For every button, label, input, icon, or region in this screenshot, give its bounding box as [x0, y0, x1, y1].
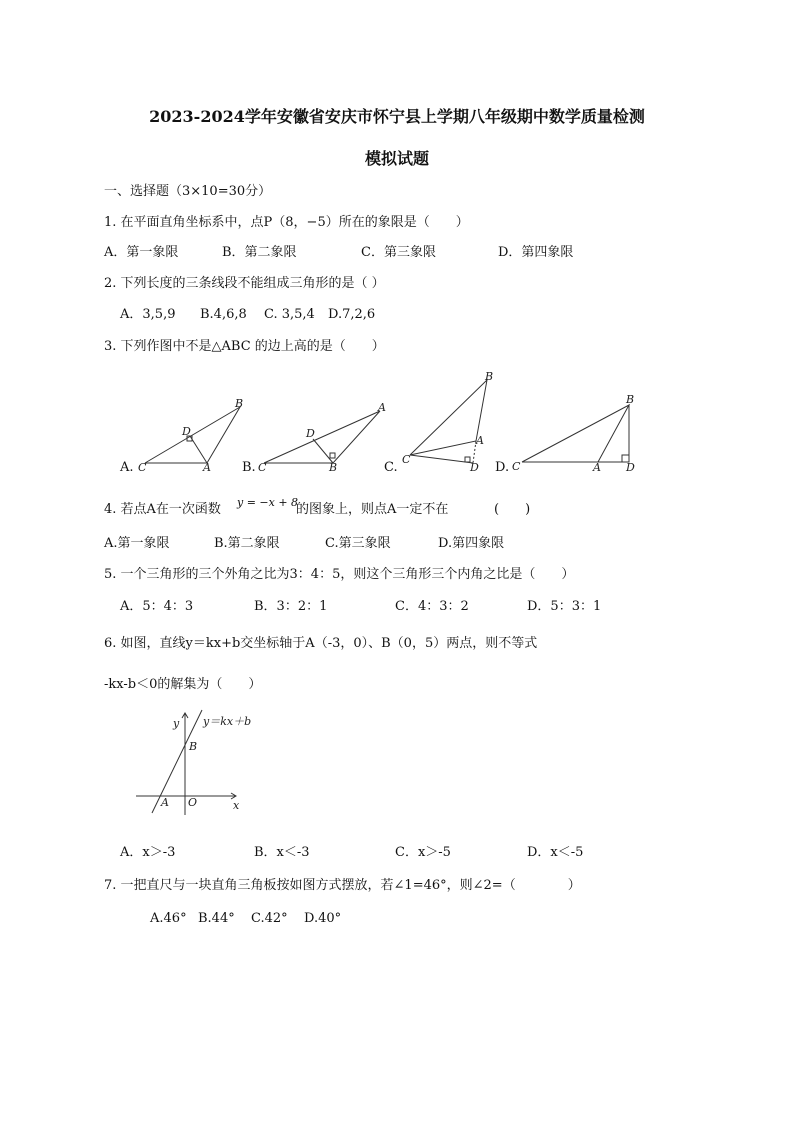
question-5-stem: 5. 一个三角形的三个外角之比为3：4：5，则这个三角形三个内角之比是（ ）	[104, 567, 575, 582]
q1-option-b: B．第二象限	[222, 245, 297, 260]
q6-option-c: C．x＞-5	[395, 845, 451, 860]
fig-c-label-d: D	[470, 461, 479, 474]
question-7-stem: 7. 一把直尺与一块直角三角板按如图方式摆放，若∠1=46°，则∠2=（ ）	[104, 878, 581, 893]
q5-option-a: A．5：4：3	[120, 599, 194, 614]
q2-option-a: A．3,5,9	[120, 307, 176, 322]
page-title: 2023-2024学年安徽省安庆市怀宁县上学期八年级期中数学质量检测	[149, 107, 645, 126]
q7-option-c: C.42°	[251, 911, 288, 926]
q4-option-c: C.第三象限	[325, 536, 391, 551]
fig-a-label-d: D	[182, 425, 191, 438]
graph-label-o: O	[188, 796, 198, 809]
q2-option-b: B.4,6,8	[200, 307, 247, 322]
fig-c-height	[410, 455, 473, 463]
fig-b-height	[313, 439, 333, 463]
q6-option-b: B．x＜-3	[254, 845, 310, 860]
q1-option-a: A．第一象限	[104, 245, 179, 260]
q5-option-d: D．5：3：1	[527, 599, 602, 614]
q1-option-c: C．第三象限	[361, 245, 436, 260]
graph-label-a: A	[161, 796, 169, 809]
q4-option-b: B.第二象限	[214, 536, 280, 551]
q1-option-d: D．第四象限	[498, 245, 574, 260]
q2-option-d: D.7,2,6	[328, 307, 376, 322]
q2-option-c: C. 3,5,4	[264, 307, 315, 322]
fig-d-label-b: B	[626, 393, 635, 406]
fig-d-label-a: A	[593, 461, 601, 474]
q5-option-c: C．4：3：2	[395, 599, 469, 614]
page-title-line2: 模拟试题	[364, 149, 429, 168]
fig-c-option-label: C.	[384, 460, 398, 475]
question-3-stem: 3. 下列作图中不是△ABC 的边上高的是（ ）	[104, 339, 385, 354]
fig-b-label-a: A	[378, 401, 386, 414]
fig-b-triangle	[264, 411, 380, 463]
fig-a-height	[190, 436, 207, 463]
fig-d-triangle	[522, 405, 629, 462]
fig-b-option-label: B.	[242, 460, 256, 475]
graph-label-b: B	[189, 740, 198, 753]
q7-option-a: A.46°	[150, 911, 187, 926]
q4-stem-b: 的图象上，则点A一定不在	[296, 502, 449, 517]
fig-c-label-b: B	[485, 370, 494, 383]
q4-option-d: D.第四象限	[438, 536, 505, 551]
q4-stem-a: 4. 若点A在一次函数	[104, 502, 221, 517]
q6-option-a: A．x＞-3	[120, 845, 176, 860]
fig-b-right-angle	[330, 453, 335, 458]
section-heading: 一、选择题（3×10=30分）	[104, 184, 272, 199]
graph-label-eq: y＝kx＋b	[203, 715, 252, 728]
question-2-stem: 2. 下列长度的三条线段不能组成三角形的是（ ）	[104, 276, 385, 291]
fig-a-triangle	[145, 407, 240, 463]
graph-label-x: x	[233, 799, 240, 812]
question-6-stem: 6. 如图，直线y＝kx+b交坐标轴于A（-3，0）、B（0，5）两点，则不等式	[104, 636, 538, 651]
fig-d-label-d: D	[626, 461, 635, 474]
question-3-figures	[0, 365, 794, 485]
question-6-stem-2: -kx-b＜0的解集为（ ）	[104, 677, 262, 692]
graph-label-y: y	[173, 717, 180, 730]
q4-option-a: A.第一象限	[104, 536, 170, 551]
fig-d-label-c: C	[512, 460, 521, 473]
fig-c-label-a: A	[476, 434, 484, 447]
fig-b-label-b: B	[329, 461, 338, 474]
fig-a-label-b: B	[235, 397, 244, 410]
q4-formula: y = −x + 8	[237, 496, 299, 509]
q6-option-d: D．x＜-5	[527, 845, 584, 860]
fig-b-label-c: C	[258, 461, 267, 474]
q5-option-b: B．3：2：1	[254, 599, 328, 614]
fig-a-label-a: A	[203, 461, 211, 474]
fig-a-label-c: C	[138, 461, 147, 474]
fig-d-option-label: D.	[495, 460, 510, 475]
fig-c-label-c: C	[402, 453, 411, 466]
q7-option-b: B.44°	[198, 911, 235, 926]
fig-b-label-d: D	[306, 427, 315, 440]
q4-paren: ( )	[494, 502, 531, 517]
question-6-graph	[130, 705, 290, 825]
q7-option-d: D.40°	[304, 911, 342, 926]
fig-a-option-label: A.	[120, 460, 134, 475]
question-1-stem: 1. 在平面直角坐标系中，点P（8，−5）所在的象限是（ ）	[104, 215, 469, 230]
